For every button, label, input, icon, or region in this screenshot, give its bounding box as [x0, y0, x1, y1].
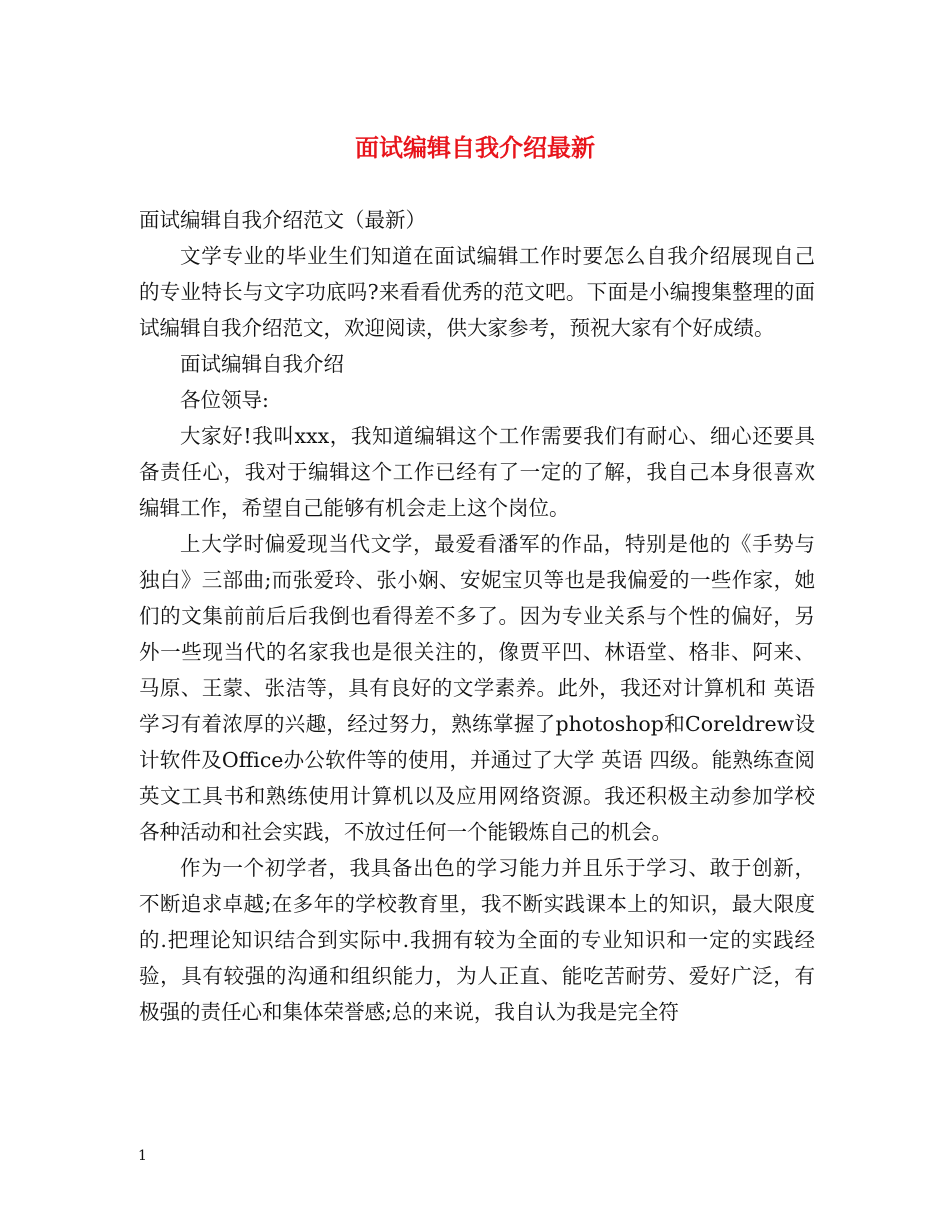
document-body	[139, 202, 815, 1030]
salutation: 各位领导:	[180, 388, 269, 412]
page-number: 1	[138, 1148, 147, 1164]
body-paragraph-skills: 作为一个初学者，我具备出色的学习能力并且乐于学习、敢于创新，不断追求卓越;在多年的学校教育里，我不断实践课本上的知识，最大限度的.把理论知识结合到实际中.我拥有较为全面的专业知识和一定的实践经验，具有较强的沟通和组织能力，为人正直、能吃苦耐劳、爱好广泛，有极强的责任心和集体荣誉感;总的来说，我自认为我是完全符	[139, 856, 815, 1024]
subtitle-paragraph: 面试编辑自我介绍范文（最新）	[139, 208, 426, 232]
intro-paragraph: 文学专业的毕业生们知道在面试编辑工作时要怎么自我介绍展现自己的专业特长与文字功底吗?来看看优秀的范文吧。下面是小编搜集整理的面试编辑自我介绍范文，欢迎阅读，供大家参考，预祝大家有个好成绩。	[139, 244, 815, 340]
document-title: 面试编辑自我介绍最新	[355, 133, 595, 162]
body-paragraph-greeting: 大家好!我叫xxx，我知道编辑这个工作需要我们有耐心、细心还要具备责任心，我对于编辑这个工作已经有了一定的了解，我自己本身很喜欢编辑工作，希望自己能够有机会走上这个岗位。	[139, 424, 815, 520]
section-heading: 面试编辑自我介绍	[180, 352, 344, 376]
body-paragraph-education: 上大学时偏爱现当代文学，最爱看潘军的作品，特别是他的《手势与独白》三部曲;而张爱玲、张小娴、安妮宝贝等也是我偏爱的一些作家，她们的文集前前后后我倒也看得差不多了。因为专业关系与个性的偏好，另外一些现当代的名家我也是很关注的，像贾平凹、林语堂、格非、阿来、马原、王蒙、张洁等，具有良好的文学素养。此外，我还对计算机和 英语 学习有着浓厚的兴趣，经过努力，熟练掌握了photoshop和Coreldrew设计软件及Office办公软件等的使用，并通过了大学 英语 四级。能熟练查阅英文工具书和熟练使用计算机以及应用网络资源。我还积极主动参加学校各种活动和社会实践，不放过任何一个能锻炼自己的机会。	[139, 532, 815, 844]
